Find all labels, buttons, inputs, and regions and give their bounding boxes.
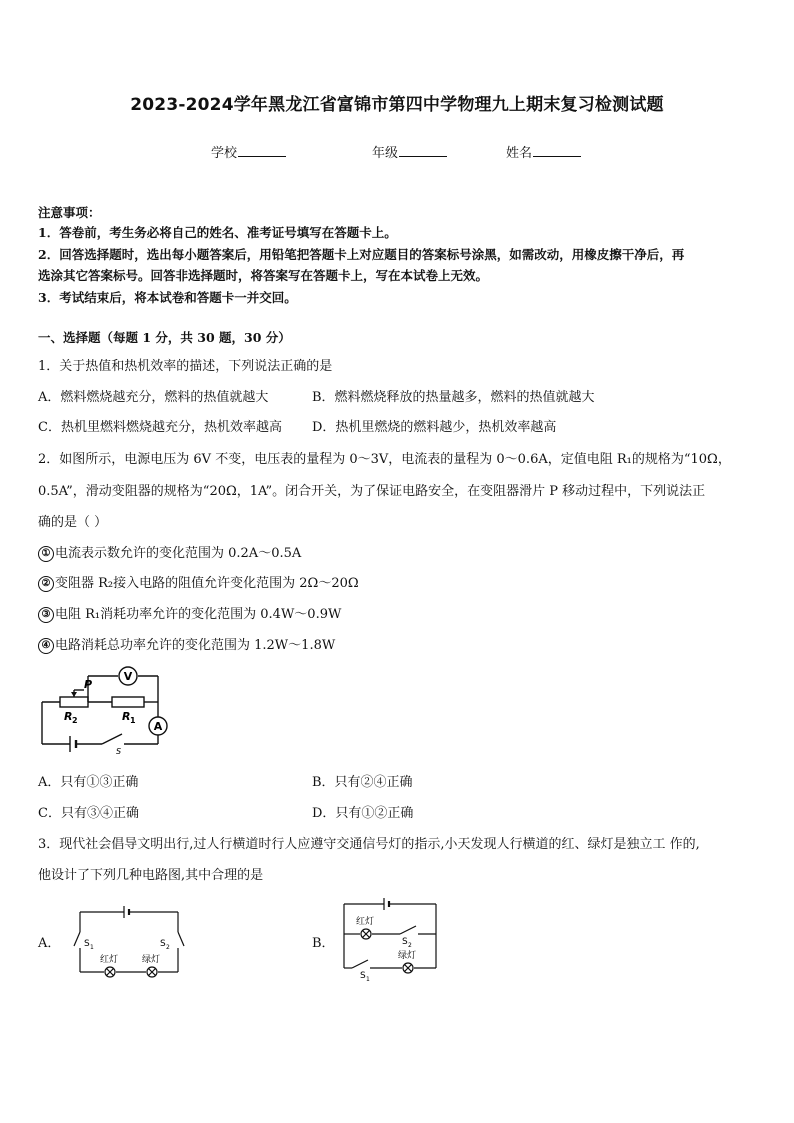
q2-statement	[38, 603, 341, 623]
q3-stem-line: 3．现代社会倡导文明出行,过人行横道时行人应遵守交通信号灯的指示,小天发现人行横道的红、绿灯是独立工 作的,	[38, 837, 700, 852]
s1-subscript: 1	[366, 976, 370, 983]
q3-circuit-a	[72, 902, 188, 982]
red-lamp-label: 红灯	[100, 955, 119, 965]
s2-subscript: 2	[408, 942, 412, 949]
page-title: 2023-2024学年黑龙江省富锦市第四中学物理九上期末复习检测试题	[130, 95, 664, 115]
s1-label: S	[360, 971, 366, 981]
q2-statement	[38, 572, 359, 592]
statement-number: ③	[38, 607, 54, 623]
statement-text: 电路消耗总功率允许的变化范围为 1.2W～1.8W	[55, 638, 336, 653]
s2-label: S	[160, 939, 166, 949]
q3-option-b-label[interactable]: B．	[312, 936, 335, 951]
voltmeter-label: V	[123, 670, 133, 683]
q2-stem-line: 2．如图所示，电源电压为 6V 不变，电压表的量程为 0～3V，电流表的量程为 0～0.6A，定值电阻 R₁的规格为“10Ω，	[38, 452, 731, 467]
slider-label: P	[84, 678, 93, 691]
statement-text: 电阻 R₁消耗功率允许的变化范围为 0.4W～0.9W	[55, 607, 342, 622]
school-label: 学校	[211, 146, 238, 161]
s1-label: S	[84, 939, 90, 949]
s2-subscript: 2	[166, 944, 170, 951]
s2-label: S	[402, 937, 408, 947]
q2-statement	[38, 542, 301, 562]
grade-label: 年级	[372, 146, 399, 161]
green-lamp-label: 绿灯	[398, 951, 417, 961]
statement-text: 电流表示数允许的变化范围为 0.2A～0.5A	[55, 546, 302, 561]
q1-option-d[interactable]: D．热机里燃烧的燃料越少，热机效率越高	[312, 420, 557, 435]
name-field[interactable]	[506, 142, 581, 161]
statement-number: ②	[38, 576, 54, 592]
notice-item: 2．回答选择题时，选出每小题答案后，用铅笔把答题卡上对应题目的答案标号涂黑，如需改动，用橡皮擦干净后，再	[38, 247, 685, 262]
name-blank[interactable]	[533, 144, 581, 157]
ammeter-label: A	[153, 720, 163, 733]
r1-subscript: 1	[130, 716, 136, 725]
red-lamp-label: 红灯	[356, 917, 375, 927]
school-field[interactable]	[211, 142, 286, 161]
notice-item: 3．考试结束后，将本试卷和答题卡一并交回。	[38, 290, 297, 305]
q2-option-a[interactable]: A．只有①③正确	[38, 775, 139, 790]
q3-option-a-label[interactable]: A．	[38, 936, 61, 951]
q2-option-d[interactable]: D．只有①②正确	[312, 806, 414, 821]
statement-text: 变阻器 R₂接入电路的阻值允许变化范围为 2Ω～20Ω	[55, 576, 359, 591]
name-label: 姓名	[506, 146, 533, 161]
q2-statement	[38, 634, 335, 654]
grade-field[interactable]	[372, 142, 447, 161]
q2-stem-line: 0.5A”，滑动变阻器的规格为“20Ω，1A”。闭合开关，为了保证电路安全，在变阻器滑片 P 移动过程中，下列说法正	[38, 484, 706, 499]
q2-circuit-diagram	[36, 662, 176, 756]
q2-option-c[interactable]: C．只有③④正确	[38, 806, 139, 821]
grade-blank[interactable]	[399, 144, 447, 157]
q1-option-b[interactable]: B．燃料燃烧释放的热量越多，燃料的热值就越大	[312, 390, 595, 405]
q1-option-a[interactable]: A．燃料燃烧越充分，燃料的热值就越大	[38, 390, 269, 405]
notice-heading: 注意事项：	[38, 205, 101, 220]
notice-item: 选涂其它答案标号。回答非选择题时，将答案写在答题卡上，写在本试卷上无效。	[38, 268, 489, 283]
school-blank[interactable]	[238, 144, 286, 157]
section-heading: 一、选择题（每题 1 分，共 30 题，30 分）	[38, 330, 291, 345]
statement-number: ④	[38, 638, 54, 654]
q3-circuit-b	[340, 896, 444, 984]
statement-number: ①	[38, 546, 54, 562]
s1-subscript: 1	[90, 944, 94, 951]
green-lamp-label: 绿灯	[142, 955, 161, 965]
q3-stem-line: 他设计了下列几种电路图,其中合理的是	[38, 868, 264, 883]
q2-option-b[interactable]: B．只有②④正确	[312, 775, 413, 790]
switch-label: S	[116, 747, 122, 756]
r1-label: R	[122, 710, 131, 723]
notice-item: 1．答卷前，考生务必将自己的姓名、准考证号填写在答题卡上。	[38, 225, 397, 240]
q1-option-c[interactable]: C．热机里燃料燃烧越充分，热机效率越高	[38, 420, 282, 435]
q2-stem-line: 确的是（ ）	[38, 515, 108, 530]
r2-subscript: 2	[72, 716, 78, 725]
r2-label: R	[64, 710, 73, 723]
q1-stem: 1．关于热值和热机效率的描述，下列说法正确的是	[38, 359, 333, 374]
